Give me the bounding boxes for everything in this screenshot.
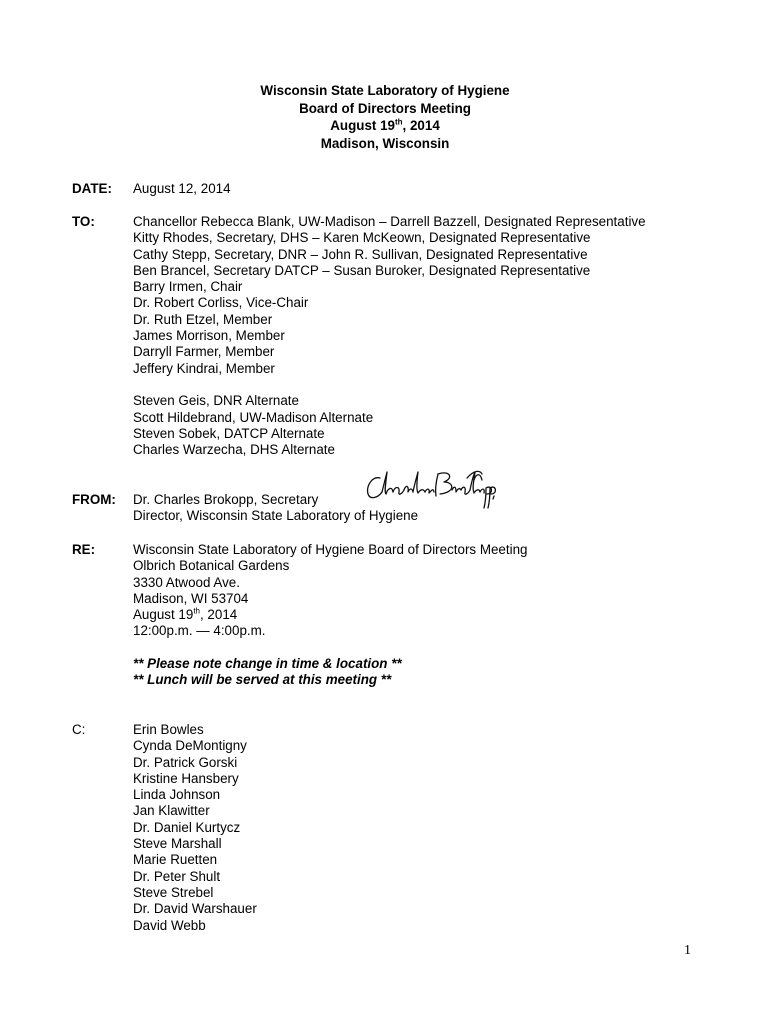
cc-name: Cynda DeMontigny <box>133 738 247 754</box>
recipient: Chancellor Rebecca Blank, UW-Madison – Darrell Bazzell, Designated Representative <box>133 214 646 229</box>
re-details <box>133 542 743 689</box>
meeting-subject: Wisconsin State Laboratory of Hygiene Board of Directors Meeting <box>133 542 528 557</box>
cc-name: Linda Johnson <box>133 787 221 803</box>
recipient: Cathy Stepp, Secretary, DNR – John R. Sullivan, Designated Representative <box>133 246 588 262</box>
recipient: James Morrison, Member <box>133 328 285 344</box>
cc-name: Kristine Hansbery <box>133 770 239 786</box>
cc-name: Erin Bowles <box>133 722 204 737</box>
header-date-suffix: , 2014 <box>402 118 440 133</box>
page-number: 1 <box>684 943 691 958</box>
alternate: Scott Hildebrand, UW-Madison Alternate <box>133 409 374 425</box>
header-date-prefix: August 19 <box>330 118 395 133</box>
recipient: Darryll Farmer, Member <box>133 344 275 360</box>
header-organization: Wisconsin State Laboratory of Hygiene <box>260 83 510 98</box>
re-label: RE: <box>72 542 96 557</box>
meeting-city: Madison, WI 53704 <box>133 590 249 606</box>
cc-name: Marie Ruetten <box>133 852 218 868</box>
meeting-date-prefix: August 19 <box>133 607 194 623</box>
cc-list <box>133 722 743 934</box>
header-meeting-title: Board of Directors Meeting <box>299 100 471 116</box>
lunch-note: ** Lunch will be served at this meeting ** <box>133 672 392 688</box>
from-label: FROM: <box>72 492 116 507</box>
meeting-street: 3330 Atwood Ave. <box>133 574 240 590</box>
recipient: Kitty Rhodes, Secretary, DHS – Karen McKeown, Designated Representative <box>133 230 591 246</box>
date-label: DATE: <box>72 181 112 196</box>
cc-name: Dr. Daniel Kurtycz <box>133 819 241 835</box>
recipient: Barry Irmen, Chair <box>133 279 243 295</box>
cc-name: Dr. Patrick Gorski <box>133 754 238 770</box>
meeting-date-sup: th <box>193 606 200 616</box>
recipient: Dr. Robert Corliss, Vice-Chair <box>133 295 309 311</box>
recipient: Jeffery Kindrai, Member <box>133 360 275 376</box>
cc-name: Dr. David Warshauer <box>133 901 257 917</box>
sender-title: Director, Wisconsin State Laboratory of Hygiene <box>133 508 419 524</box>
cc-name: Jan Klawitter <box>133 803 210 819</box>
handwritten-signature <box>362 466 507 512</box>
memo-header <box>0 82 770 152</box>
header-meeting-date <box>0 117 770 135</box>
meeting-time: 12:00p.m. — 4:00p.m. <box>133 623 266 639</box>
sender-name: Dr. Charles Brokopp, Secretary <box>133 492 319 507</box>
alternate: Steven Sobek, DATCP Alternate <box>133 425 325 441</box>
cc-name: Dr. Peter Shult <box>133 868 221 884</box>
meeting-date <box>133 607 743 623</box>
header-date-sup: th <box>394 117 403 127</box>
location-change-note: ** Please note change in time & location ** <box>133 656 402 672</box>
to-label: TO: <box>72 214 95 229</box>
cc-name: Steve Marshall <box>133 836 222 852</box>
cc-name: Steve Strebel <box>133 884 214 900</box>
meeting-date-suffix: , 2014 <box>199 607 238 623</box>
cc-name: David Webb <box>133 917 206 933</box>
header-location: Madison, Wisconsin <box>320 135 450 151</box>
recipient: Dr. Ruth Etzel, Member <box>133 311 273 327</box>
cc-label: C: <box>72 722 86 737</box>
alternate: Charles Warzecha, DHS Alternate <box>133 442 335 458</box>
to-recipients <box>133 214 743 458</box>
memo-date: August 12, 2014 <box>133 181 231 196</box>
meeting-venue: Olbrich Botanical Gardens <box>133 558 290 574</box>
recipient: Ben Brancel, Secretary DATCP – Susan Buroker, Designated Representative <box>133 262 591 278</box>
alternate: Steven Geis, DNR Alternate <box>133 393 299 409</box>
